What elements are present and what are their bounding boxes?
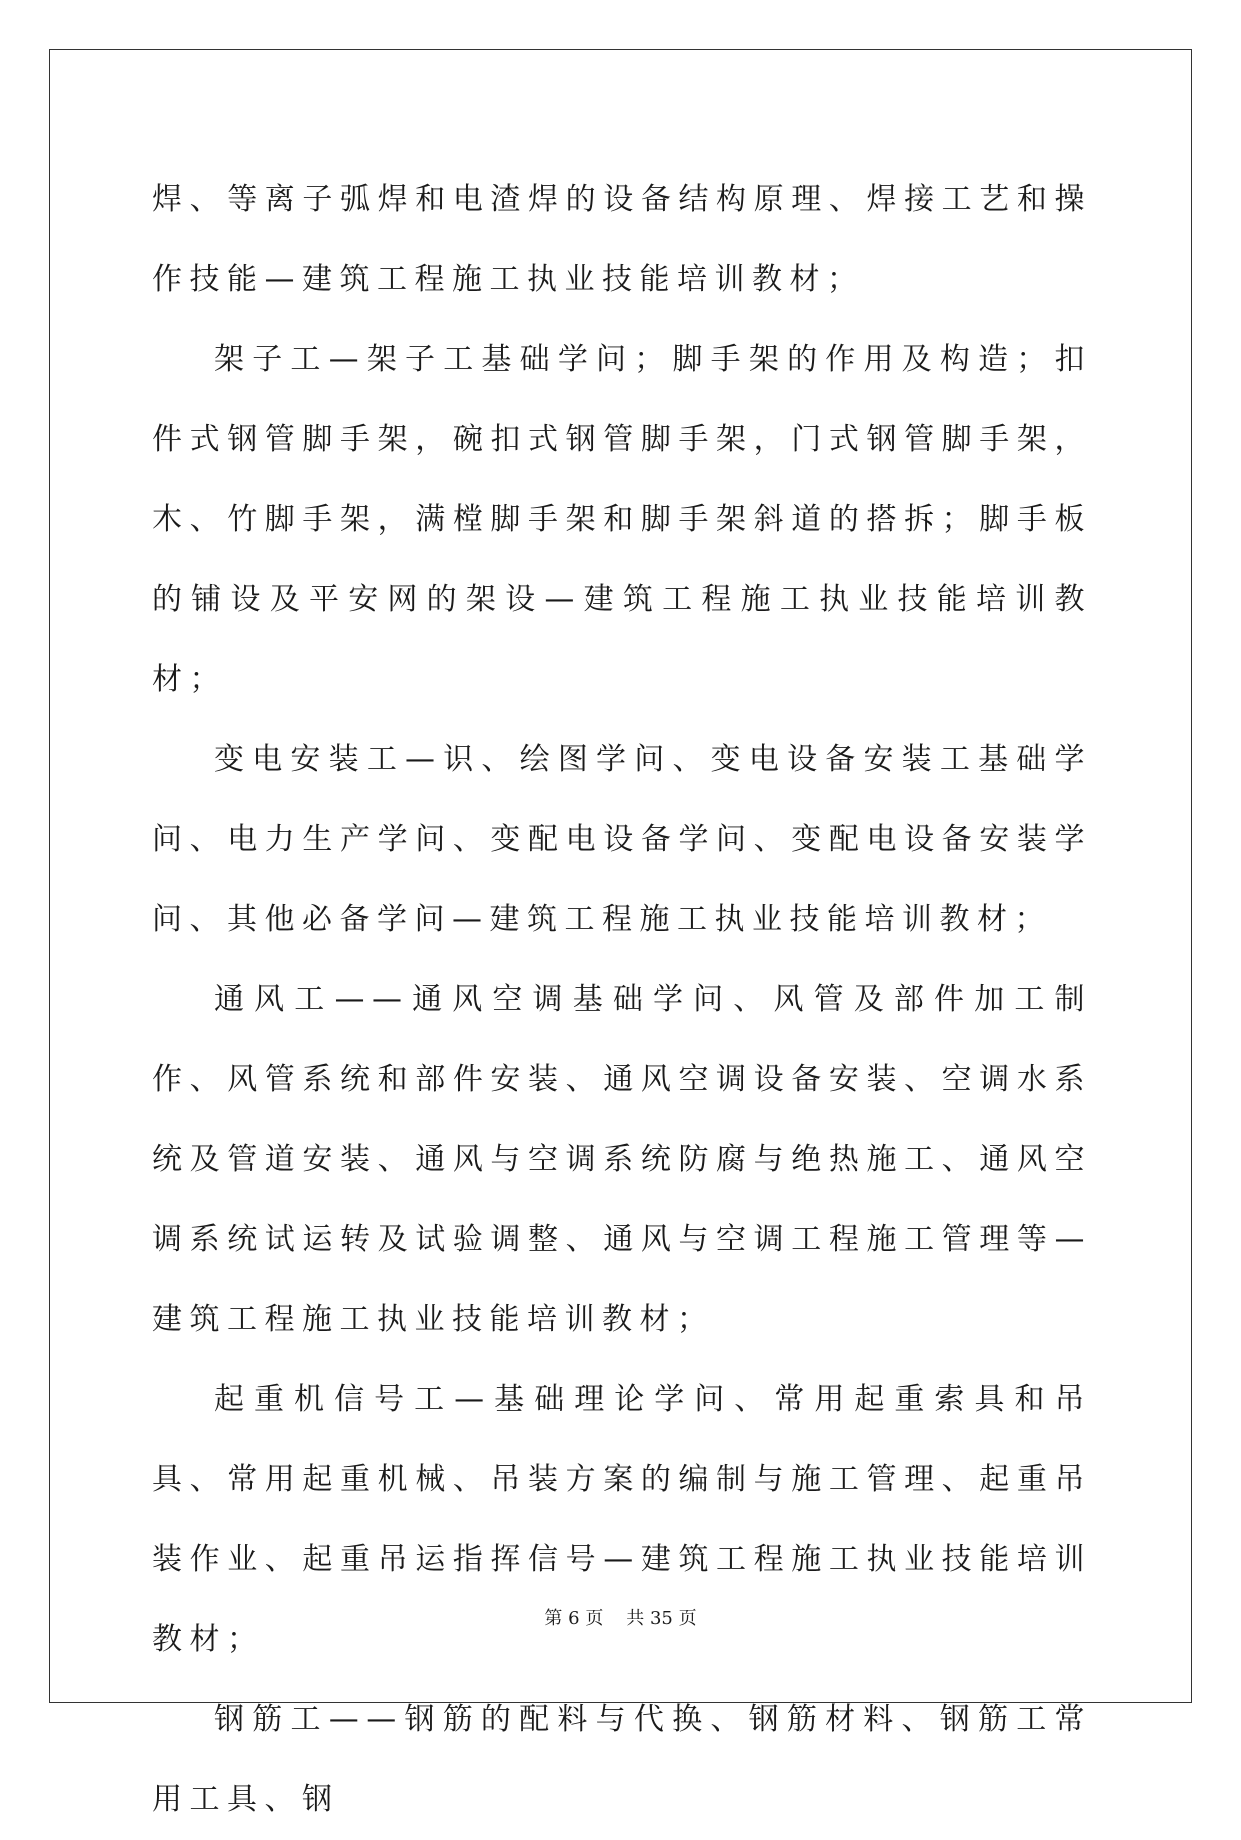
page-number: 第 6 页 — [544, 1608, 604, 1629]
paragraph-ventilation-worker: 通风工——通风空调基础学问、风管及部件加工制作、风管系统和部件安装、通风空调设备安装、空调水系统及管道安装、通风与空调系统防腐与绝热施工、通风空调系统试运转及试验调整、通风与空调工程施工管理等—建筑工程施工执业技能培训教材； — [152, 982, 1092, 1337]
paragraph-rebar-worker: 钢筋工——钢筋的配料与代换、钢筋材料、钢筋工常用工具、钢 — [152, 1702, 1092, 1817]
page-footer — [0, 1604, 1241, 1630]
document-body — [152, 160, 1092, 1840]
total-pages: 共 35 页 — [626, 1608, 697, 1629]
paragraph-welding-continued: 焊、等离子弧焊和电渣焊的设备结构原理、焊接工艺和操作技能—建筑工程施工执业技能培训教材； — [152, 182, 1092, 297]
paragraph-scaffolder: 架子工—架子工基础学问；脚手架的作用及构造；扣件式钢管脚手架，碗扣式钢管脚手架，门式钢管脚手架，木、竹脚手架，满樘脚手架和脚手架斜道的搭拆；脚手板的铺设及平安网的架设—建筑工程施工执业技能培训教材； — [152, 342, 1092, 697]
paragraph-substation-installer: 变电安装工—识、绘图学问、变电设备安装工基础学问、电力生产学问、变配电设备学问、变配电设备安装学问、其他必备学问—建筑工程施工执业技能培训教材； — [152, 742, 1092, 937]
paragraph-crane-signaller: 起重机信号工—基础理论学问、常用起重索具和吊具、常用起重机械、吊装方案的编制与施工管理、起重吊装作业、起重吊运指挥信号—建筑工程施工执业技能培训教材； — [152, 1382, 1092, 1657]
